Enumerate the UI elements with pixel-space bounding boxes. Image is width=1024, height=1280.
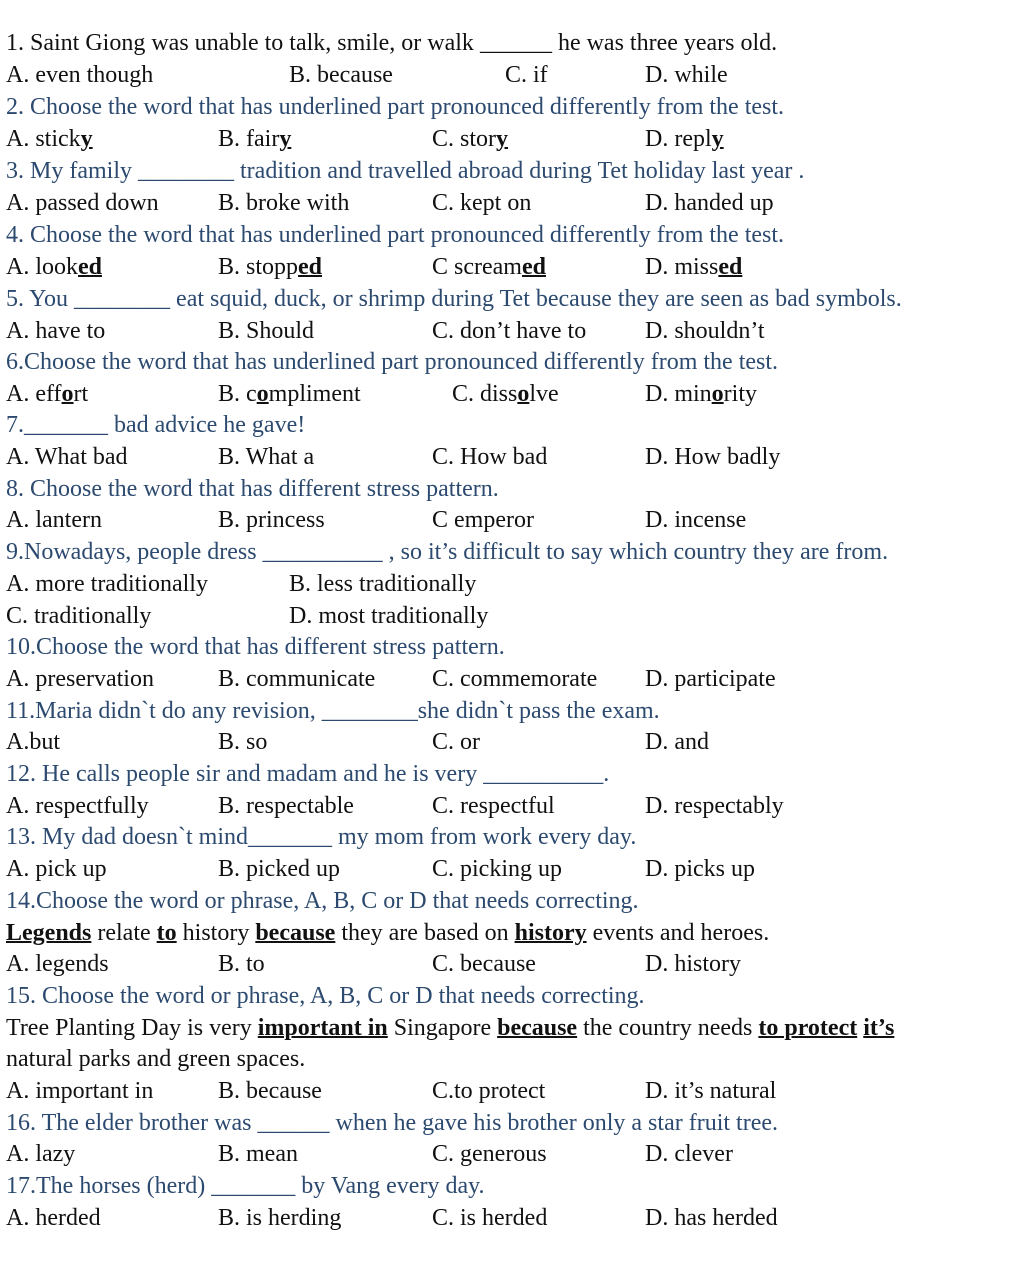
question-9: 9.Nowadays, people dress __________ , so it’s difficult to say which country they are from. [6, 539, 889, 565]
question-5-option-d[interactable]: D. shouldn’t [645, 318, 765, 344]
question-7-option-c[interactable]: C. How bad [432, 444, 548, 470]
question-14-options [6, 949, 1024, 980]
question-9-option-d[interactable]: D. most traditionally [289, 603, 489, 629]
question-7-blank: _______ [24, 412, 108, 438]
question-6-options [6, 379, 1024, 410]
question-10-option-a[interactable]: A. preservation [6, 666, 154, 692]
question-12-options [6, 791, 1024, 822]
question-2: 2. Choose the word that has underlined part pronounced differently from the test. [6, 94, 785, 120]
question-9-blank: __________ [262, 539, 383, 565]
question-7-options [6, 442, 1024, 473]
question-5-blank: ________ [74, 286, 171, 312]
question-13-blank: _______ [247, 824, 332, 850]
question-4-option-b[interactable]: B. stopped [218, 254, 323, 280]
question-12: 12. He calls people sir and madam and he is very __________. [6, 761, 610, 787]
question-15-options [6, 1076, 1024, 1107]
question-15: 15. Choose the word or phrase, A, B, C or D that needs correcting. [6, 983, 645, 1009]
question-14-underlined-b: to [156, 920, 177, 946]
question-11-option-c[interactable]: C. or [432, 729, 480, 755]
question-8-option-c[interactable]: C emperor [432, 507, 534, 533]
question-1 [6, 28, 1024, 59]
question-6-option-a[interactable]: A. effort [6, 381, 89, 407]
question-17-option-c[interactable]: C. is herded [432, 1205, 548, 1231]
question-2-option-b[interactable]: B. fairy [218, 126, 292, 152]
question-11-option-a[interactable]: A.but [6, 729, 60, 755]
question-3-option-c[interactable]: C. kept on [432, 190, 532, 216]
question-1-option-c[interactable]: C. if [505, 62, 548, 88]
question-16: 16. The elder brother was ______ when he gave his brother only a star fruit tree. [6, 1110, 778, 1136]
question-13-options [6, 854, 1024, 885]
question-14-option-c[interactable]: C. because [432, 951, 536, 977]
question-11-options [6, 727, 1024, 758]
question-10-option-c[interactable]: C. commemorate [432, 666, 598, 692]
question-3-option-b[interactable]: B. broke with [218, 190, 350, 216]
question-6-option-b[interactable]: B. compliment [218, 381, 361, 407]
question-10-option-b[interactable]: B. communicate [218, 666, 376, 692]
question-4-option-c[interactable]: C screamed [432, 254, 546, 280]
question-5-option-b[interactable]: B. Should [218, 318, 315, 344]
question-17-option-b[interactable]: B. is herding [218, 1205, 342, 1231]
question-13-option-c[interactable]: C. picking up [432, 856, 562, 882]
question-17-option-d[interactable]: D. has herded [645, 1205, 778, 1231]
question-5-option-a[interactable]: A. have to [6, 318, 106, 344]
question-15-sentence-line-2: natural parks and green spaces. [6, 1046, 306, 1072]
question-2-option-c[interactable]: C. story [432, 126, 509, 152]
question-9-option-c[interactable]: C. traditionally [6, 603, 152, 629]
question-14-underlined-c: because [255, 920, 336, 946]
question-10-options [6, 664, 1024, 695]
question-17-option-a[interactable]: A. herded [6, 1205, 101, 1231]
question-11-option-b[interactable]: B. so [218, 729, 268, 755]
question-17-options [6, 1203, 1024, 1234]
question-12-option-d[interactable]: D. respectably [645, 793, 784, 819]
question-8: 8. Choose the word that has different stress pattern. [6, 476, 499, 502]
question-2-option-d[interactable]: D. reply [645, 126, 724, 152]
question-7-option-b[interactable]: B. What a [218, 444, 315, 470]
question-14-underlined-d: history [514, 920, 587, 946]
question-16-option-c[interactable]: C. generous [432, 1141, 547, 1167]
question-15-underlined-a: important in [257, 1015, 388, 1041]
question-9-options-row-2 [6, 601, 1024, 632]
question-5-options [6, 316, 1024, 347]
question-6: 6.Choose the word that has underlined part pronounced differently from the test. [6, 349, 779, 375]
question-11-blank: ________ [321, 698, 418, 724]
question-14-option-a[interactable]: A. legends [6, 951, 109, 977]
question-10: 10.Choose the word that has different stress pattern. [6, 634, 505, 660]
question-15-underlined-d: it’s [863, 1015, 895, 1041]
question-12-option-b[interactable]: B. respectable [218, 793, 354, 819]
question-1-option-d[interactable]: D. while [645, 62, 728, 88]
question-7-option-d[interactable]: D. How badly [645, 444, 781, 470]
question-4-option-d[interactable]: D. missed [645, 254, 743, 280]
question-10-option-d[interactable]: D. participate [645, 666, 776, 692]
question-12-option-a[interactable]: A. respectfully [6, 793, 149, 819]
question-5-option-c[interactable]: C. don’t have to [432, 318, 587, 344]
question-17-blank: _______ [211, 1173, 296, 1199]
question-8-option-d[interactable]: D. incense [645, 507, 747, 533]
question-9-option-b[interactable]: B. less traditionally [289, 571, 477, 597]
question-9-option-a[interactable]: A. more traditionally [6, 571, 208, 597]
question-14-option-b[interactable]: B. to [218, 951, 265, 977]
question-17: 17.The horses (herd) _______ by Vang every day. [6, 1173, 485, 1199]
question-7: 7._______ bad advice he gave! [6, 412, 306, 438]
question-3-blank: ________ [138, 158, 234, 184]
question-4-option-a[interactable]: A. looked [6, 254, 102, 280]
question-1-text-end: he was three years old. [551, 30, 778, 56]
question-1-text-start: 1. Saint Giong was unable to talk, smile, or walk [6, 30, 480, 56]
question-16-option-b[interactable]: B. mean [218, 1141, 298, 1167]
question-11: 11.Maria didn`t do any revision, ________she didn`t pass the exam. [6, 698, 660, 724]
question-3-options [6, 188, 1024, 219]
question-1-blank: ______ [479, 30, 552, 56]
question-6-option-d[interactable]: D. minority [645, 381, 757, 407]
question-1-options [6, 60, 1024, 91]
question-15-option-d[interactable]: D. it’s natural [645, 1078, 777, 1104]
question-8-options [6, 505, 1024, 536]
question-8-option-b[interactable]: B. princess [218, 507, 325, 533]
question-15-option-a[interactable]: A. important in [6, 1078, 154, 1104]
question-4-options [6, 252, 1024, 283]
question-3-option-a[interactable]: A. passed down [6, 190, 159, 216]
question-13-option-d[interactable]: D. picks up [645, 856, 755, 882]
question-6-option-c[interactable]: C. dissolve [452, 381, 559, 407]
question-1-option-a[interactable]: A. even though [6, 62, 154, 88]
question-1-option-b[interactable]: B. because [289, 62, 393, 88]
question-12-option-c[interactable]: C. respectful [432, 793, 555, 819]
question-14-sentence: Legends relate to history because they are based on history events and heroes. [6, 920, 770, 946]
question-11-option-d[interactable]: D. and [645, 729, 709, 755]
question-16-option-d[interactable]: D. clever [645, 1141, 733, 1167]
question-14-option-d[interactable]: D. history [645, 951, 741, 977]
question-16-option-a[interactable]: A. lazy [6, 1141, 76, 1167]
question-4: 4. Choose the word that has underlined part pronounced differently from the test. [6, 222, 785, 248]
question-3: 3. My family ________ tradition and travelled abroad during Tet holiday last year . [6, 158, 805, 184]
question-9-options-row-1 [6, 569, 1024, 600]
question-15-underlined-b: because [497, 1015, 578, 1041]
question-13-option-b[interactable]: B. picked up [218, 856, 340, 882]
question-13-option-a[interactable]: A. pick up [6, 856, 107, 882]
question-7-option-a[interactable]: A. What bad [6, 444, 128, 470]
question-14-underlined-a: Legends [6, 920, 92, 946]
question-16-options [6, 1139, 1024, 1170]
question-2-options [6, 124, 1024, 155]
question-2-option-a[interactable]: A. sticky [6, 126, 93, 152]
question-15-sentence: Tree Planting Day is very important in Singapore because the country needs to protect it’s [6, 1015, 895, 1041]
question-16-blank: ______ [257, 1110, 330, 1136]
question-8-option-a[interactable]: A. lantern [6, 507, 102, 533]
question-13: 13. My dad doesn`t mind_______ my mom from work every day. [6, 824, 637, 850]
question-3-option-d[interactable]: D. handed up [645, 190, 774, 216]
question-15-option-b[interactable]: B. because [218, 1078, 322, 1104]
question-12-blank: __________ [483, 761, 604, 787]
question-5: 5. You ________ eat squid, duck, or shrimp during Tet because they are seen as bad symbols. [6, 286, 902, 312]
question-15-option-c[interactable]: C.to protect [432, 1078, 546, 1104]
question-14: 14.Choose the word or phrase, A, B, C or D that needs correcting. [6, 888, 639, 914]
question-15-underlined-c: to protect [758, 1015, 858, 1041]
